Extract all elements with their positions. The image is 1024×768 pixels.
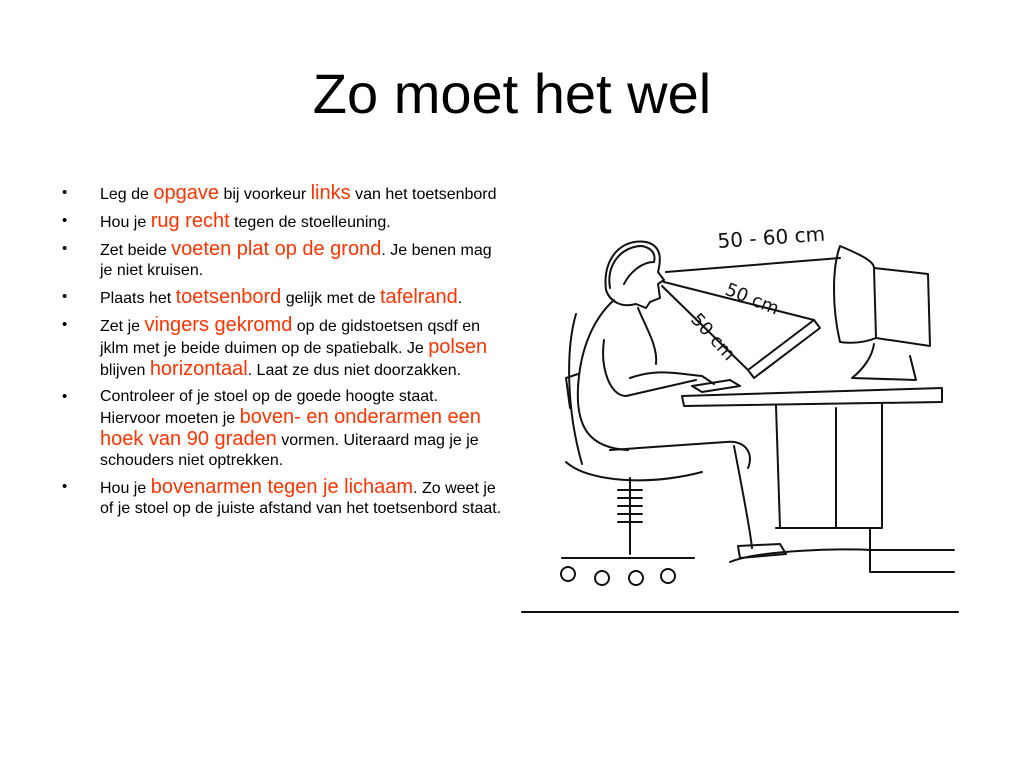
bullet-item <box>62 287 502 309</box>
label-screen-distance: 50 - 60 cm <box>716 228 826 253</box>
highlight-text: voeten plat op de grond <box>171 238 382 260</box>
bullet-text: gelijk met de <box>281 290 380 307</box>
bullet-item <box>62 315 502 381</box>
bullet-text: blijven <box>100 362 150 379</box>
desk-frame <box>836 404 882 528</box>
bullet-text: bij voorkeur <box>219 186 311 203</box>
highlight-text: tafelrand <box>379 286 458 308</box>
bullet-item <box>62 239 502 281</box>
monitor-stand <box>852 344 916 380</box>
bullet-text: Controleer of je stoel op de goede hoogte staat. Hiervoor moeten je <box>100 388 439 427</box>
desk-front-leg <box>776 406 838 528</box>
bullet-text: vormen. Uiteraard mag je je schouders niet optrekken. <box>100 432 479 469</box>
slide-title: Zo moet het wel <box>312 62 712 125</box>
monitor-body <box>874 268 930 346</box>
bullet-text: tegen de stoelleuning. <box>229 214 391 231</box>
highlight-text: toetsenbord <box>175 286 282 308</box>
highlight-text: horizontaal <box>149 358 248 380</box>
person-torso <box>578 300 628 450</box>
chair-back <box>569 314 582 464</box>
chair-back-frame <box>566 374 578 408</box>
bullet-text: . Je benen mag je niet kruisen. <box>100 242 492 279</box>
keyboard <box>692 380 740 392</box>
bullet-item <box>62 211 502 233</box>
person-head <box>605 241 664 308</box>
chair-wheel <box>595 571 609 585</box>
highlight-text: links <box>310 182 351 204</box>
chair-wheel <box>629 571 643 585</box>
chair-wheel <box>661 569 675 583</box>
highlight-text: rug recht <box>150 210 230 232</box>
bullet-item <box>62 387 502 471</box>
highlight-text: opgave <box>153 182 220 204</box>
person-upper-arm <box>603 340 696 396</box>
label-lower-distance: 50 cm <box>686 309 740 366</box>
bullet-item <box>62 183 502 205</box>
bullet-text: Hou je <box>100 480 151 497</box>
person-forearm <box>630 372 714 384</box>
bullet-text: Plaats het <box>100 290 176 307</box>
bullet-text: . <box>457 290 463 307</box>
highlight-text: vingers gekromd <box>144 314 293 336</box>
highlight-text: boven- en onderarmen een hoek van 90 graden <box>100 406 481 450</box>
person-thigh <box>610 442 750 468</box>
bullet-item <box>62 477 502 519</box>
label-upper-distance: 50 cm <box>722 279 782 320</box>
ergonomic-posture-illustration <box>518 228 963 620</box>
bullet-text: . Laat ze dus niet doorzakken. <box>247 362 462 379</box>
document-holder <box>748 320 820 378</box>
chair-seat <box>566 462 702 480</box>
person-foot <box>738 544 786 558</box>
bullet-text: . Zo weet je of je stoel op de juiste afstand van het toetsenbord staat. <box>100 480 502 517</box>
bullet-text: Zet je <box>100 318 145 335</box>
bullet-text: Leg de <box>100 186 154 203</box>
bullet-text: Zet beide <box>100 242 172 259</box>
highlight-text: polsen <box>428 336 488 358</box>
monitor-screen <box>834 246 876 343</box>
highlight-text: bovenarmen tegen je lichaam <box>150 476 414 498</box>
sight-line-screen <box>666 258 840 272</box>
chair-wheel <box>561 567 575 581</box>
person-chest <box>638 308 656 364</box>
bullet-list <box>62 183 502 525</box>
desk-top <box>682 388 942 406</box>
bullet-text: van het toetsenbord <box>350 186 497 203</box>
bullet-text: Hou je <box>100 214 151 231</box>
bullet-text: op de gidstoetsen qsdf en jklm met je beide duimen op de spatiebalk. Je <box>100 318 481 357</box>
